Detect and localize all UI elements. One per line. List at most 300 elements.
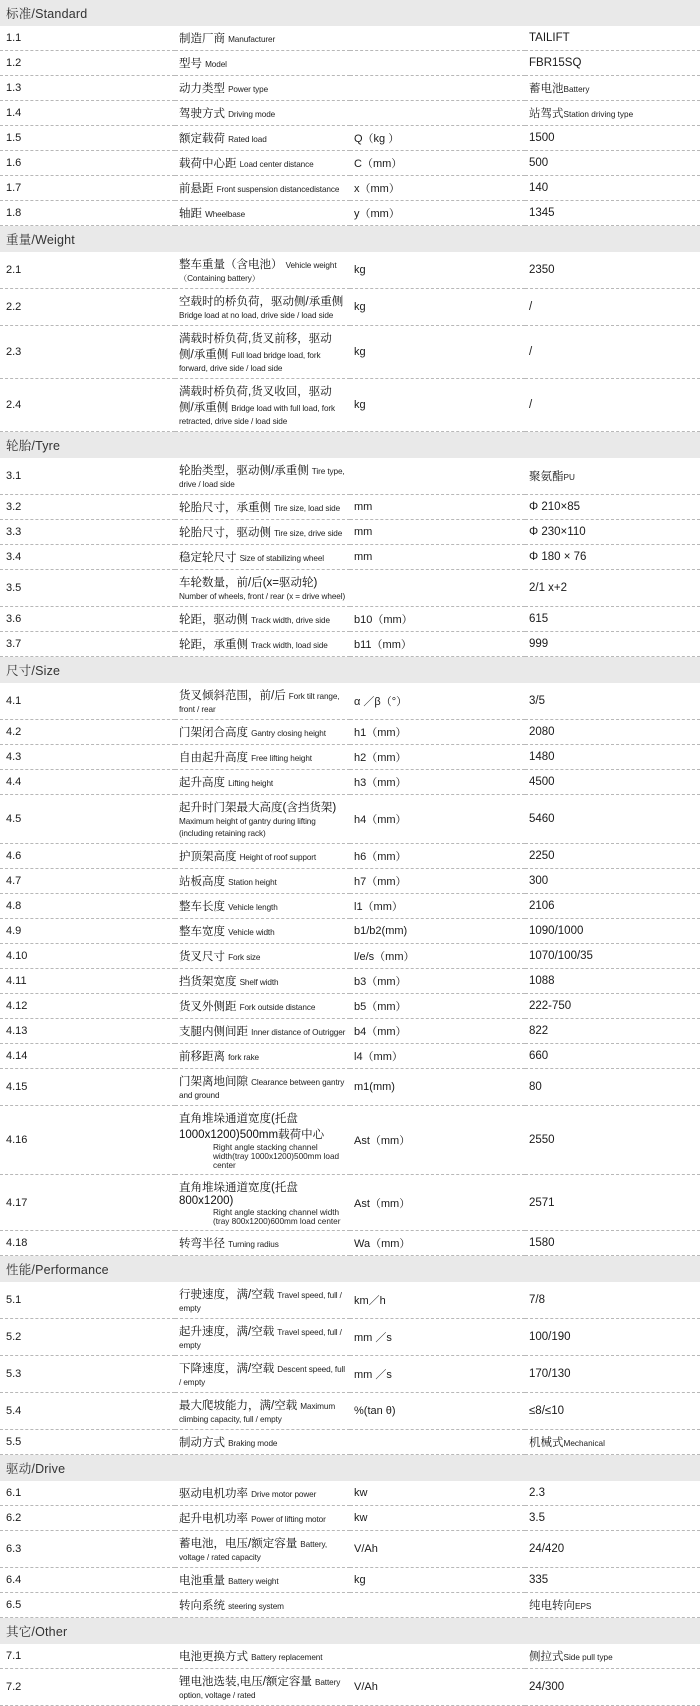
spec-label-en: Track width, load side bbox=[251, 641, 328, 650]
spec-label-cn: 起升速度，满/空载 bbox=[179, 1326, 275, 1338]
spec-symbol: b1/b2(mm) bbox=[350, 919, 525, 944]
spec-label-cn: 站板高度 bbox=[179, 876, 225, 888]
spec-row bbox=[0, 545, 700, 570]
spec-number: 3.2 bbox=[0, 495, 175, 520]
spec-symbol bbox=[350, 51, 525, 76]
spec-number: 2.2 bbox=[0, 289, 175, 326]
spec-label-cn: 支腿内侧间距 bbox=[179, 1026, 248, 1038]
spec-label bbox=[175, 869, 350, 894]
spec-label-cn: 载荷中心距 bbox=[179, 158, 237, 170]
spec-row bbox=[0, 1481, 700, 1506]
spec-label-cn: 挡货架宽度 bbox=[179, 976, 237, 988]
spec-value-main: 2571 bbox=[529, 1196, 555, 1209]
spec-number: 1.1 bbox=[0, 26, 175, 51]
section-header-row bbox=[0, 1618, 700, 1645]
spec-symbol: V/Ah bbox=[350, 1531, 525, 1568]
spec-label-en: Bridge load at no load, drive side / load side bbox=[179, 311, 334, 320]
spec-value bbox=[525, 176, 700, 201]
spec-symbol: km／h bbox=[350, 1282, 525, 1319]
spec-label-cn: 自由起升高度 bbox=[179, 752, 248, 764]
spec-symbol: mm bbox=[350, 545, 525, 570]
spec-label-en: Tire size, load side bbox=[274, 504, 341, 513]
spec-symbol: kg bbox=[350, 252, 525, 289]
spec-row bbox=[0, 458, 700, 495]
spec-value-main: 4500 bbox=[529, 776, 555, 788]
spec-row bbox=[0, 770, 700, 795]
spec-label-cn: 制动方式 bbox=[179, 1437, 225, 1449]
spec-value bbox=[525, 1231, 700, 1256]
spec-label bbox=[175, 545, 350, 570]
spec-label-en: Travel speed, full / empty bbox=[179, 1291, 342, 1313]
section-title: 轮胎/Tyre bbox=[0, 432, 700, 459]
spec-symbol: Ast（mm） bbox=[350, 1175, 525, 1231]
spec-row bbox=[0, 379, 700, 432]
spec-label-cn: 满载时桥负荷,货叉前移，驱动侧/承重侧 bbox=[179, 333, 332, 361]
spec-label-en: Fork size bbox=[228, 953, 261, 962]
spec-label-en: Gantry closing height bbox=[251, 729, 326, 738]
spec-label bbox=[175, 632, 350, 657]
spec-label bbox=[175, 1282, 350, 1319]
spec-label-en: Shelf width bbox=[239, 978, 279, 987]
spec-label-cn: 前移距离 bbox=[179, 1051, 225, 1063]
spec-number: 1.7 bbox=[0, 176, 175, 201]
spec-symbol bbox=[350, 1593, 525, 1618]
spec-value-sub: EPS bbox=[575, 1602, 592, 1611]
spec-value bbox=[525, 101, 700, 126]
spec-value bbox=[525, 1319, 700, 1356]
spec-label-cn: 整车宽度 bbox=[179, 926, 225, 938]
spec-label-cn: 轮距，驱动侧 bbox=[179, 614, 248, 626]
spec-value bbox=[525, 1531, 700, 1568]
spec-value-main: 615 bbox=[529, 613, 549, 625]
spec-symbol: b5（mm） bbox=[350, 994, 525, 1019]
spec-value-main: 822 bbox=[529, 1025, 549, 1037]
spec-value-main: 170/130 bbox=[529, 1368, 571, 1380]
spec-value-main: 侧拉式 bbox=[529, 1651, 564, 1663]
spec-value-main: Φ 230×110 bbox=[529, 526, 586, 538]
spec-symbol: Q（kg ） bbox=[350, 126, 525, 151]
spec-value bbox=[525, 1481, 700, 1506]
spec-value-main: 2080 bbox=[529, 726, 555, 738]
spec-number: 4.15 bbox=[0, 1069, 175, 1106]
spec-label-cn: 下降速度，满/空载 bbox=[179, 1363, 275, 1375]
spec-row bbox=[0, 944, 700, 969]
spec-label bbox=[175, 520, 350, 545]
spec-label-cn: 蓄电池，电压/额定容量 bbox=[179, 1538, 298, 1550]
spec-label bbox=[175, 1019, 350, 1044]
spec-row bbox=[0, 252, 700, 289]
spec-value-main: 999 bbox=[529, 638, 549, 650]
spec-symbol: b4（mm） bbox=[350, 1019, 525, 1044]
spec-row bbox=[0, 1069, 700, 1106]
spec-label bbox=[175, 1430, 350, 1455]
spec-symbol: h4（mm） bbox=[350, 795, 525, 844]
spec-row bbox=[0, 607, 700, 632]
spec-label bbox=[175, 289, 350, 326]
spec-row bbox=[0, 969, 700, 994]
spec-value bbox=[525, 289, 700, 326]
spec-label-cn: 锂电池选装,电压/额定容量 bbox=[179, 1676, 312, 1688]
spec-number: 4.16 bbox=[0, 1106, 175, 1175]
spec-label bbox=[175, 379, 350, 432]
spec-label bbox=[175, 1644, 350, 1669]
spec-symbol: kw bbox=[350, 1481, 525, 1506]
spec-value bbox=[525, 326, 700, 379]
spec-label bbox=[175, 326, 350, 379]
spec-row bbox=[0, 1393, 700, 1430]
spec-number: 2.3 bbox=[0, 326, 175, 379]
spec-label-cn: 型号 bbox=[179, 58, 202, 70]
spec-symbol bbox=[350, 570, 525, 607]
section-title: 其它/Other bbox=[0, 1618, 700, 1645]
spec-number: 3.4 bbox=[0, 545, 175, 570]
spec-label-cn: 起升时门架最大高度(含挡货架) bbox=[179, 802, 337, 814]
spec-symbol: mm ／s bbox=[350, 1319, 525, 1356]
spec-label-cn: 整车重量（含电池） bbox=[179, 259, 283, 271]
spec-value bbox=[525, 1644, 700, 1669]
spec-label-cn: 最大爬坡能力，满/空载 bbox=[179, 1400, 298, 1412]
spec-number: 4.10 bbox=[0, 944, 175, 969]
spec-label bbox=[175, 720, 350, 745]
spec-symbol: α ／β（°） bbox=[350, 683, 525, 720]
spec-label-en: Maximum height of gantry during lifting (including retaining rack) bbox=[179, 817, 316, 838]
spec-value-main: ≤8/≤10 bbox=[529, 1405, 565, 1417]
spec-label-cn: 直角堆垛通道宽度(托盘800x1200) bbox=[179, 1182, 298, 1207]
spec-value-main: 2.3 bbox=[529, 1487, 545, 1499]
spec-label bbox=[175, 1593, 350, 1618]
spec-value bbox=[525, 844, 700, 869]
spec-number: 2.4 bbox=[0, 379, 175, 432]
spec-number: 4.7 bbox=[0, 869, 175, 894]
spec-value bbox=[525, 919, 700, 944]
spec-value bbox=[525, 994, 700, 1019]
spec-label-en: Model bbox=[205, 60, 227, 69]
spec-row bbox=[0, 289, 700, 326]
spec-value-main: 2106 bbox=[529, 900, 555, 912]
spec-row bbox=[0, 1669, 700, 1706]
spec-row bbox=[0, 326, 700, 379]
spec-number: 4.2 bbox=[0, 720, 175, 745]
spec-label-cn: 整车长度 bbox=[179, 901, 225, 913]
spec-row bbox=[0, 76, 700, 101]
spec-value-main: FBR15SQ bbox=[529, 57, 582, 69]
spec-value-main: 1090/1000 bbox=[529, 925, 584, 937]
spec-symbol: Ast（mm） bbox=[350, 1106, 525, 1175]
spec-row bbox=[0, 994, 700, 1019]
spec-value-main: 3.5 bbox=[529, 1512, 545, 1524]
spec-symbol: kg bbox=[350, 289, 525, 326]
spec-symbol: V/Ah bbox=[350, 1669, 525, 1706]
spec-value-main: 2550 bbox=[529, 1134, 555, 1146]
section-title: 性能/Performance bbox=[0, 1256, 700, 1283]
spec-value-main: 1500 bbox=[529, 132, 555, 144]
spec-label-en: Battery, voltage / rated capacity bbox=[179, 1540, 328, 1562]
spec-row bbox=[0, 632, 700, 657]
section-header-row bbox=[0, 657, 700, 684]
spec-symbol: l4（mm） bbox=[350, 1044, 525, 1069]
spec-row bbox=[0, 101, 700, 126]
spec-value-main: 机械式 bbox=[529, 1437, 564, 1449]
spec-label-en: Battery weight bbox=[228, 1577, 279, 1586]
spec-value-main: 站驾式 bbox=[529, 108, 564, 120]
spec-label bbox=[175, 458, 350, 495]
spec-value bbox=[525, 151, 700, 176]
spec-value-main: 2/1 x+2 bbox=[529, 582, 568, 594]
spec-label-en: steering system bbox=[228, 1602, 284, 1611]
spec-label-en: Front suspension distancedistance bbox=[216, 185, 340, 194]
spec-number: 4.9 bbox=[0, 919, 175, 944]
spec-label-cn: 轮胎类型，驱动侧/承重侧 bbox=[179, 465, 309, 477]
spec-row bbox=[0, 1593, 700, 1618]
spec-value bbox=[525, 969, 700, 994]
spec-label-en: Free lifting height bbox=[251, 754, 312, 763]
spec-row bbox=[0, 844, 700, 869]
spec-label bbox=[175, 495, 350, 520]
spec-label bbox=[175, 1069, 350, 1106]
spec-number: 2.1 bbox=[0, 252, 175, 289]
spec-number: 5.3 bbox=[0, 1356, 175, 1393]
spec-row bbox=[0, 126, 700, 151]
spec-value bbox=[525, 201, 700, 226]
spec-label-cn: 货叉倾斜范围，前/后 bbox=[179, 690, 286, 702]
spec-label-cn: 稳定轮尺寸 bbox=[179, 552, 237, 564]
spec-row bbox=[0, 1044, 700, 1069]
spec-value bbox=[525, 51, 700, 76]
spec-label-cn: 轮胎尺寸，承重侧 bbox=[179, 502, 271, 514]
spec-label-cn: 货叉尺寸 bbox=[179, 951, 225, 963]
spec-row bbox=[0, 1430, 700, 1455]
spec-number: 6.5 bbox=[0, 1593, 175, 1618]
spec-label-en: Vehicle length bbox=[228, 903, 278, 912]
spec-label-en: Wheelbase bbox=[205, 210, 246, 219]
spec-label-en: Vehicle width bbox=[228, 928, 275, 937]
spec-label bbox=[175, 1481, 350, 1506]
spec-label bbox=[175, 1568, 350, 1593]
spec-row bbox=[0, 869, 700, 894]
spec-number: 4.5 bbox=[0, 795, 175, 844]
spec-value bbox=[525, 745, 700, 770]
spec-row bbox=[0, 1506, 700, 1531]
section-header-row bbox=[0, 1455, 700, 1482]
spec-value-main: 2350 bbox=[529, 264, 555, 276]
spec-number: 4.1 bbox=[0, 683, 175, 720]
spec-label-cn: 电池重量 bbox=[179, 1575, 225, 1587]
spec-symbol: h1（mm） bbox=[350, 720, 525, 745]
spec-label-cn: 护顶架高度 bbox=[179, 851, 237, 863]
spec-label bbox=[175, 1175, 350, 1231]
section-title: 尺寸/Size bbox=[0, 657, 700, 684]
spec-value-main: 纯电转向 bbox=[529, 1600, 575, 1612]
spec-value-sub: Station driving type bbox=[563, 110, 634, 119]
section-title: 驱动/Drive bbox=[0, 1455, 700, 1482]
spec-label-cn: 轮胎尺寸，驱动侧 bbox=[179, 527, 271, 539]
spec-number: 6.3 bbox=[0, 1531, 175, 1568]
spec-label bbox=[175, 607, 350, 632]
spec-row bbox=[0, 1231, 700, 1256]
spec-value bbox=[525, 570, 700, 607]
spec-value-main: 2250 bbox=[529, 850, 555, 862]
spec-value-main: 222-750 bbox=[529, 1000, 572, 1012]
spec-label-cn: 车轮数量，前/后(x=驱动轮) bbox=[179, 577, 318, 589]
spec-label-en: Full load bridge load, fork forward, drive side / load side bbox=[179, 351, 321, 373]
spec-label-cn: 转向系统 bbox=[179, 1600, 225, 1612]
spec-value-main: 1345 bbox=[529, 207, 555, 219]
spec-label-cn: 额定载荷 bbox=[179, 133, 225, 145]
spec-row bbox=[0, 1356, 700, 1393]
spec-value-main: 3/5 bbox=[529, 695, 545, 707]
spec-value bbox=[525, 1282, 700, 1319]
spec-label bbox=[175, 770, 350, 795]
spec-value-main: 660 bbox=[529, 1050, 549, 1062]
spec-row bbox=[0, 151, 700, 176]
spec-label-en: Tire size, drive side bbox=[274, 529, 343, 538]
spec-number: 1.4 bbox=[0, 101, 175, 126]
spec-number: 3.5 bbox=[0, 570, 175, 607]
spec-symbol: h3（mm） bbox=[350, 770, 525, 795]
spec-value bbox=[525, 1175, 700, 1231]
spec-number: 4.4 bbox=[0, 770, 175, 795]
spec-label-cn: 轮距，承重侧 bbox=[179, 639, 248, 651]
spec-number: 5.1 bbox=[0, 1282, 175, 1319]
spec-value bbox=[525, 632, 700, 657]
spec-label bbox=[175, 944, 350, 969]
spec-number: 4.12 bbox=[0, 994, 175, 1019]
spec-label-en: Braking mode bbox=[228, 1439, 278, 1448]
spec-label-cn: 前悬距 bbox=[179, 183, 214, 195]
spec-label-en: Tire type, drive / load side bbox=[179, 467, 345, 489]
spec-label bbox=[175, 1319, 350, 1356]
spec-number: 3.6 bbox=[0, 607, 175, 632]
spec-symbol: kg bbox=[350, 1568, 525, 1593]
spec-row bbox=[0, 1531, 700, 1568]
spec-label bbox=[175, 1669, 350, 1706]
spec-symbol bbox=[350, 458, 525, 495]
spec-row bbox=[0, 520, 700, 545]
spec-number: 1.8 bbox=[0, 201, 175, 226]
spec-label bbox=[175, 76, 350, 101]
spec-number: 3.7 bbox=[0, 632, 175, 657]
spec-value-main: Φ 180 × 76 bbox=[529, 551, 587, 563]
spec-number: 4.14 bbox=[0, 1044, 175, 1069]
spec-label-cn: 驱动电机功率 bbox=[179, 1488, 248, 1500]
section-header-row bbox=[0, 0, 700, 26]
spec-label bbox=[175, 1531, 350, 1568]
spec-row bbox=[0, 201, 700, 226]
spec-label-en-line2: Right angle stacking channel width(tray 1000x1200)500mm load center bbox=[213, 1143, 340, 1170]
spec-label bbox=[175, 1356, 350, 1393]
spec-number: 1.2 bbox=[0, 51, 175, 76]
spec-value bbox=[525, 1069, 700, 1106]
spec-symbol: b10（mm） bbox=[350, 607, 525, 632]
spec-row bbox=[0, 1106, 700, 1175]
spec-value bbox=[525, 1506, 700, 1531]
spec-label bbox=[175, 919, 350, 944]
spec-value bbox=[525, 1669, 700, 1706]
spec-symbol: b11（mm） bbox=[350, 632, 525, 657]
spec-row bbox=[0, 26, 700, 51]
spec-row bbox=[0, 570, 700, 607]
section-header-row bbox=[0, 226, 700, 253]
spec-row bbox=[0, 495, 700, 520]
spec-label-cn: 门架离地间隙 bbox=[179, 1076, 248, 1088]
spec-label-cn: 转弯半径 bbox=[179, 1238, 225, 1250]
spec-label-en: Turning radius bbox=[228, 1240, 279, 1249]
spec-label-cn: 动力类型 bbox=[179, 83, 225, 95]
spec-label bbox=[175, 101, 350, 126]
spec-value-sub: Side pull type bbox=[563, 1653, 613, 1662]
spec-label-cn: 直角堆垛通道宽度(托盘1000x1200)500mm载荷中心 bbox=[179, 1113, 325, 1141]
spec-label-en: Drive motor power bbox=[251, 1490, 317, 1499]
spec-label-cn: 起升高度 bbox=[179, 777, 225, 789]
spec-value-main: 24/420 bbox=[529, 1543, 565, 1555]
spec-symbol: mm bbox=[350, 495, 525, 520]
spec-value-main: Φ 210×85 bbox=[529, 501, 581, 513]
spec-symbol bbox=[350, 1644, 525, 1669]
spec-value-main: 500 bbox=[529, 157, 549, 169]
spec-symbol bbox=[350, 26, 525, 51]
spec-number: 6.2 bbox=[0, 1506, 175, 1531]
spec-value bbox=[525, 126, 700, 151]
spec-label-cn: 行驶速度，满/空载 bbox=[179, 1289, 275, 1301]
spec-value bbox=[525, 1593, 700, 1618]
spec-label-en: Maximum climbing capacity, full / empty bbox=[179, 1402, 336, 1424]
spec-value bbox=[525, 1356, 700, 1393]
spec-label bbox=[175, 26, 350, 51]
spec-label bbox=[175, 683, 350, 720]
spec-value-main: / bbox=[529, 346, 533, 358]
spec-label-cn: 轴距 bbox=[179, 208, 202, 220]
spec-symbol: kw bbox=[350, 1506, 525, 1531]
spec-label bbox=[175, 1044, 350, 1069]
spec-value-sub: Mechanical bbox=[563, 1439, 605, 1448]
spec-value bbox=[525, 1393, 700, 1430]
spec-label bbox=[175, 994, 350, 1019]
spec-label bbox=[175, 1506, 350, 1531]
section-title: 标准/Standard bbox=[0, 0, 700, 26]
spec-label-en: fork rake bbox=[228, 1053, 260, 1062]
spec-label-en: Vehicle weight（Containing battery） bbox=[179, 261, 337, 283]
spec-row bbox=[0, 683, 700, 720]
spec-value bbox=[525, 1568, 700, 1593]
spec-number: 1.3 bbox=[0, 76, 175, 101]
spec-number: 4.18 bbox=[0, 1231, 175, 1256]
spec-value bbox=[525, 795, 700, 844]
spec-symbol: Wa（mm） bbox=[350, 1231, 525, 1256]
spec-value bbox=[525, 944, 700, 969]
spec-value bbox=[525, 76, 700, 101]
spec-label-en-line2: Right angle stacking channel width (tray 800x1200)600mm load center bbox=[213, 1208, 341, 1226]
spec-label bbox=[175, 176, 350, 201]
spec-row bbox=[0, 745, 700, 770]
spec-label-en: Lifting height bbox=[228, 779, 274, 788]
spec-value bbox=[525, 894, 700, 919]
spec-label bbox=[175, 745, 350, 770]
spec-symbol: kg bbox=[350, 326, 525, 379]
spec-symbol: C（mm） bbox=[350, 151, 525, 176]
spec-value-main: 335 bbox=[529, 1574, 549, 1586]
spec-number: 4.11 bbox=[0, 969, 175, 994]
spec-label-en: Descent speed, full / empty bbox=[179, 1365, 345, 1387]
spec-value-main: / bbox=[529, 301, 533, 313]
spec-number: 4.6 bbox=[0, 844, 175, 869]
spec-label-en: Driving mode bbox=[228, 110, 276, 119]
spec-label-en: Fork outside distance bbox=[239, 1003, 316, 1012]
spec-value-main: 100/190 bbox=[529, 1331, 571, 1343]
spec-row bbox=[0, 1175, 700, 1231]
spec-symbol bbox=[350, 101, 525, 126]
spec-label-en: Power type bbox=[228, 85, 269, 94]
spec-label-en: Station height bbox=[228, 878, 277, 887]
